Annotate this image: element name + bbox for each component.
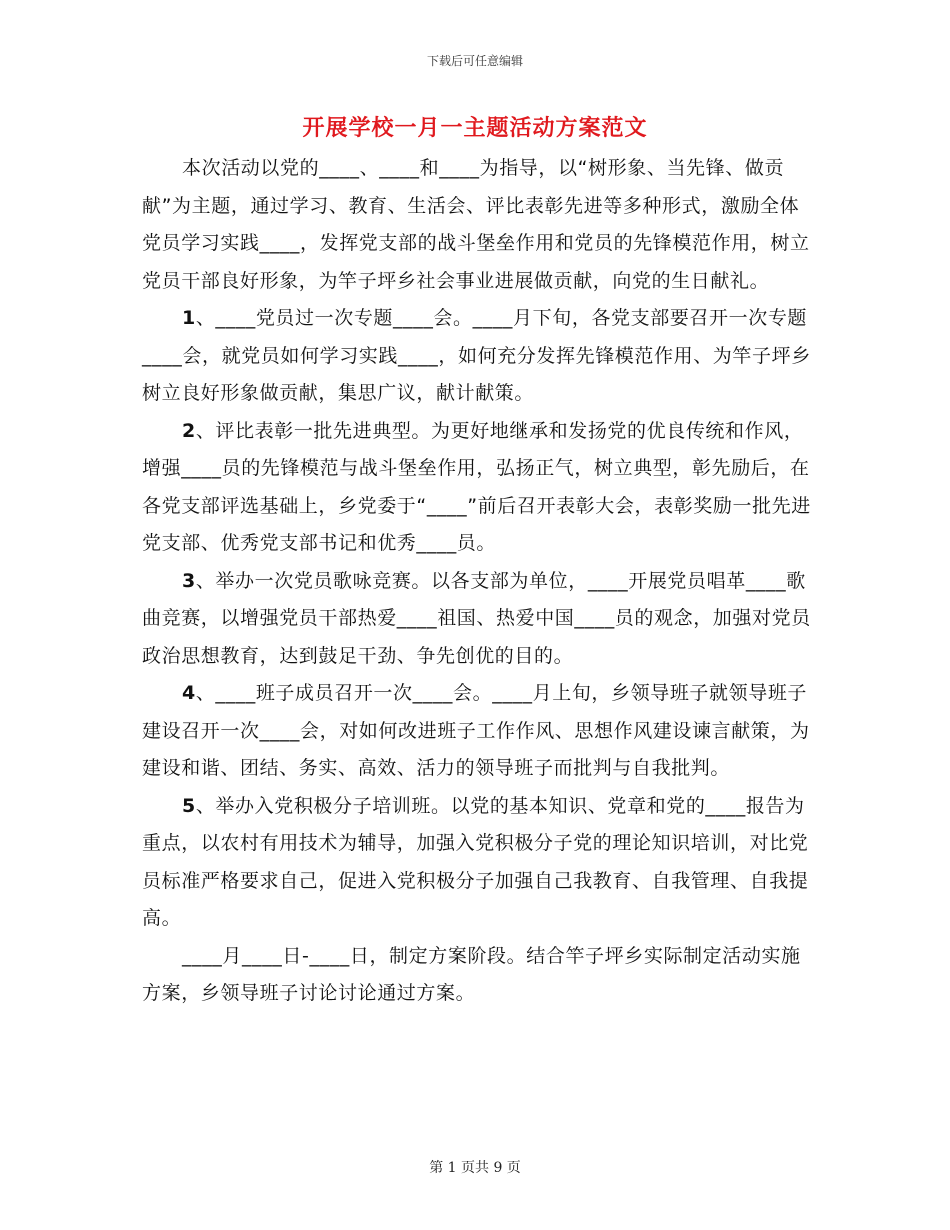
list-item-text: 、评比表彰一批先进典型。为更好地继承和发扬党的优良传统和作风，增强____员的先锋模范与战斗堡垒作用，弘扬正气，树立典型，彰先励后，在各党支部评选基础上，乡党委于“____”前后召开表彰大会，表彰奖励一批先进党支部、优秀党支部书记和优秀____员。 [142,419,811,554]
list-item-number: 4 [182,682,196,704]
list-item-number: 2 [182,419,196,442]
list-item-text: 、____班子成员召开一次____会。____月上旬，乡领导班子就领导班子建设召开一次____会，对如何改进班子工作作风、思想作风建设谏言献策，为建设和谐、团结、务实、高效、活力的领导班子而批判与自我批判。 [142,682,810,779]
document-title: 开展学校一月一主题活动方案范文 [302,116,648,141]
list-item-4 [142,675,812,788]
list-item-1 [142,300,812,413]
list-item-text: 、举办入党积极分子培训班。以党的基本知识、党章和党的____报告为重点，以农村有用技术为辅导，加强入党积极分子党的理论知识培训，对比党员标准严格要求自己，促进入党积极分子加强自己我教育、自我管理、自我提高。 [142,794,809,929]
page-header-note: 下载后可任意编辑 [426,54,523,68]
list-item-number: 1 [182,307,196,329]
list-item-5 [142,788,812,938]
list-item-3 [142,563,812,676]
list-item-text: 、____党员过一次专题____会。____月下旬，各党支部要召开一次专题____会，就党员如何学习实践____，如何充分发挥先锋模范作用、为竿子坪乡树立良好形象做贡献，集思广议，献计献策。 [142,307,811,404]
intro-paragraph: 本次活动以党的____、____和____为指导，以“树形象、当先锋、做贡献”为主题，通过学习、教育、生活会、评比表彰先进等多种形式，激励全体党员学习实践____，发挥党支部的战斗堡垒作用和党员的先锋模范作用，树立党员干部良好形象，为竿子坪乡社会事业进展做贡献，向党的生日献礼。 [142,157,810,292]
list-item-2 [142,413,812,563]
page-number-footer: 第 1 页共 9 页 [429,1160,521,1176]
closing-paragraph: ____月____日-____日，制定方案阶段。结合竿子坪乡实际制定活动实施方案，乡领导班子讨论讨论通过方案。 [142,944,801,1004]
document-body [142,150,812,1013]
list-item-number: 5 [182,794,196,817]
list-item-number: 3 [182,569,196,592]
list-item-text: 、举办一次党员歌咏竞赛。以各支部为单位，____开展党员唱革____歌曲竞赛，以增强党员干部热爱____祖国、热爱中国____员的观念，加强对党员政治思想教育，达到鼓足干劲、争先创优的目的。 [142,569,811,667]
